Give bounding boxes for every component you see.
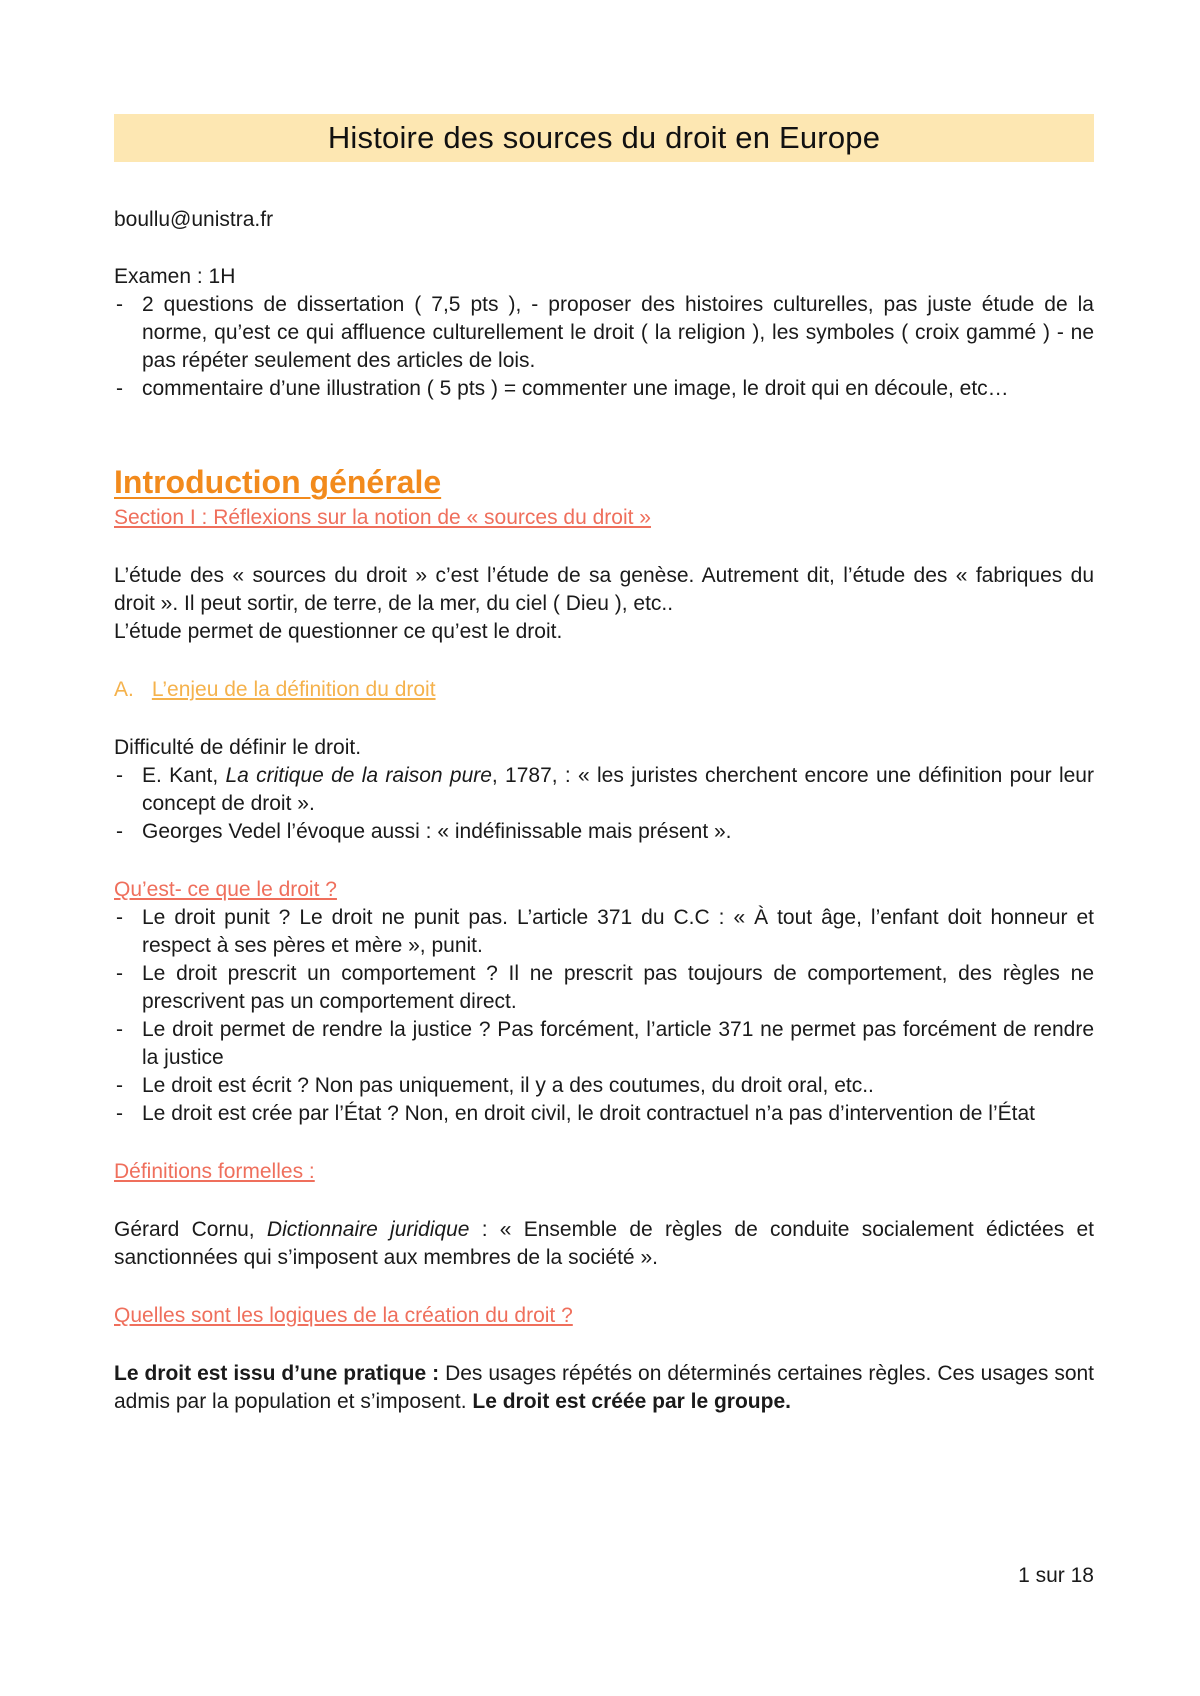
list-item: - 2 questions de dissertation ( 7,5 pts ), - proposer des histoires culturelles, pas juste étude de la norme, qu’est ce qui affluence culturellement le droit ( la religion ), les symboles ( croix gammé ) - ne pas répéter seulement des articles de lois. [114, 291, 1094, 375]
list-item: - commentaire d’une illustration ( 5 pts ) = commenter une image, le droit qui en découle, etc… [114, 375, 1094, 403]
section-heading: Section I : Réflexions sur la notion de « sources du droit » [114, 506, 651, 529]
list-item: - Le droit prescrit un comportement ? Il ne prescrit pas toujours de comportement, des règles ne prescrivent pas un comportement direct. [114, 960, 1094, 1016]
definition-list [114, 762, 1094, 846]
intro-paragraph: L’étude des « sources du droit » c’est l’étude de sa genèse. Autrement dit, l’étude des « fabriques du droit ». Il peut sortir, de terre, de la mer, du ciel ( Dieu ), etc.. [114, 564, 1094, 615]
intro-heading: Introduction générale [114, 464, 442, 500]
list-item-kant: - E. Kant, La critique de la raison pure, 1787, : « les juristes cherchent encore une définition pour leur concept de droit ». [114, 762, 1094, 818]
document-page [114, 114, 1094, 1416]
subsection-a-intro: Difficulté de définir le droit. [114, 736, 362, 759]
question-list [114, 904, 1094, 1128]
cornu-work-title: Dictionnaire juridique [266, 1218, 470, 1241]
exam-heading: Examen : 1H [114, 265, 236, 288]
page-number: 1 sur 18 [1018, 1564, 1094, 1587]
list-item: - Le droit permet de rendre la justice ? Pas forcément, l’article 371 ne permet pas forcément de rendre la justice [114, 1016, 1094, 1072]
exam-list [114, 291, 1094, 403]
logiques-paragraph: Le droit est issu d’une pratique : Des usages répétés on déterminés certaines règles. Ces usages sont admis par la population et s’imposent. Le droit est créée par le groupe. [114, 1362, 1095, 1413]
list-item: - Le droit est écrit ? Non pas uniquement, il y a des coutumes, du droit oral, etc.. [114, 1072, 1094, 1100]
question-heading: Qu’est- ce que le droit ? [114, 878, 337, 901]
subsection-title: L’enjeu de la définition du droit [151, 678, 436, 701]
intro-paragraph-2: L’étude permet de questionner ce qu’est le droit. [114, 620, 563, 643]
logiques-heading: Quelles sont les logiques de la création du droit ? [114, 1304, 573, 1327]
list-item-vedel: - Georges Vedel l’évoque aussi : « indéfinissable mais présent ». [114, 818, 1094, 846]
kant-work-title: La critique de la raison pure [225, 764, 492, 787]
definitions-heading: Définitions formelles : [114, 1160, 315, 1183]
subsection-number: A. [114, 678, 134, 701]
list-item: - Le droit punit ? Le droit ne punit pas. L’article 371 du C.C : « À tout âge, l’enfant doit honneur et respect à ses pères et mère », punit. [114, 904, 1094, 960]
document-title: Histoire des sources du droit en Europe [114, 114, 1094, 162]
contact-email: boullu@unistra.fr [114, 208, 274, 231]
list-item: - Le droit est crée par l’État ? Non, en droit civil, le droit contractuel n’a pas d’intervention de l’État [114, 1100, 1094, 1128]
cornu-definition: Gérard Cornu, Dictionnaire juridique : « Ensemble de règles de conduite socialement édictées et sanctionnées qui s’imposent aux membres de la société ». [114, 1218, 1094, 1269]
subsection-a-heading [114, 676, 1094, 704]
